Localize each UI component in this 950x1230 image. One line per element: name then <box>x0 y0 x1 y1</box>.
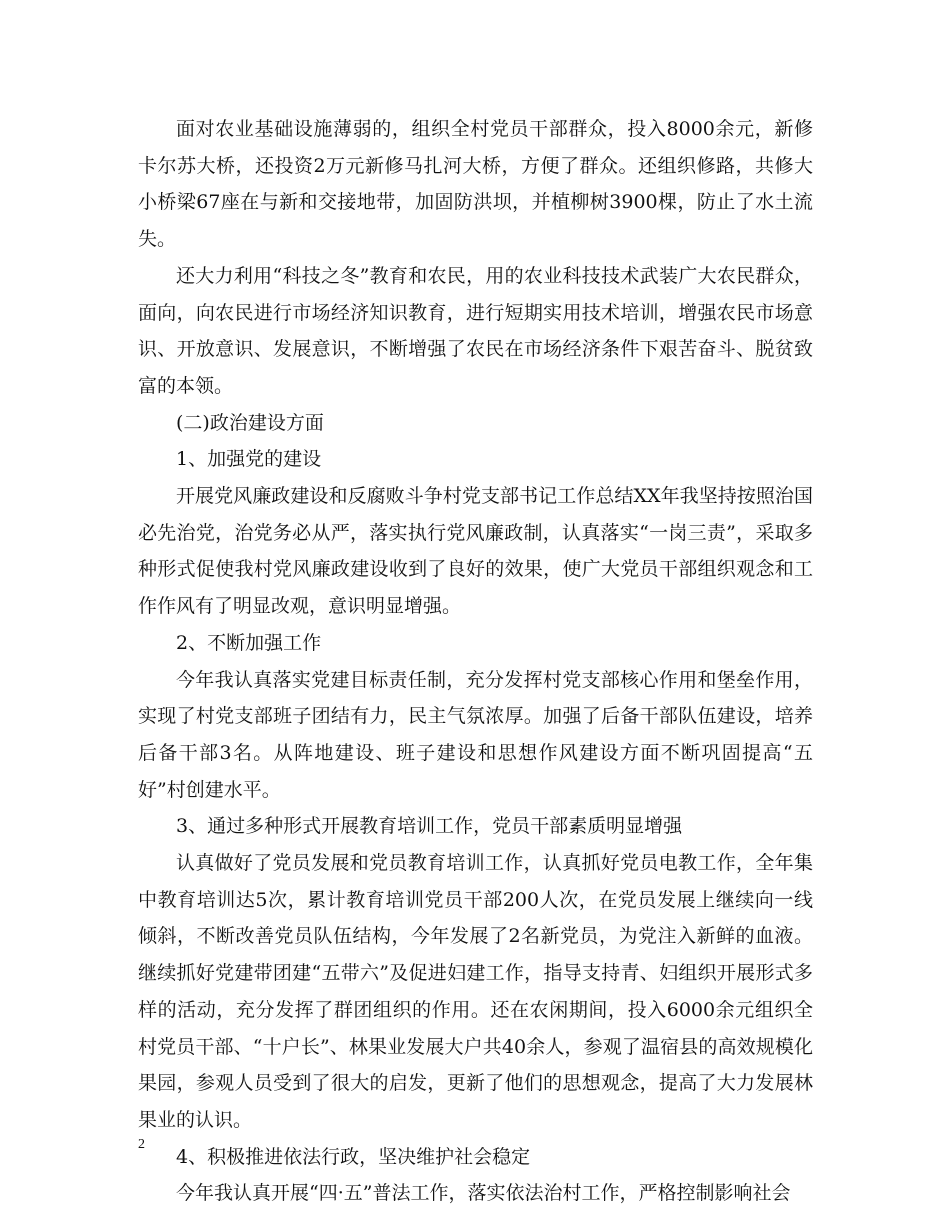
subheading-party-building: 1、加强党的建设 <box>176 448 322 471</box>
section-heading-political-construction: (二)政治建设方面 <box>176 411 324 434</box>
paragraph-infrastructure: 面对农业基础设施薄弱的，组织全村党员干部群众，投入8000余元，新修卡尔苏大桥，还投资2万元新修马扎河大桥，方便了群众。还组织修路，共修大小桥梁67座在与新和交接地带，加固防洪坝，并植柳树3900棵，防止了水土流失。 <box>138 118 813 251</box>
subheading-rule-of-law: 4、积极推进依法行政，坚决维护社会稳定 <box>176 1145 531 1168</box>
paragraph-legal-education: 今年我认真开展“四·五”普法工作，落实依法治村工作，严格控制影响社会 <box>176 1182 791 1205</box>
subheading-strengthen-work: 2、不断加强工作 <box>176 631 322 654</box>
page-number: 2 <box>138 1137 145 1152</box>
paragraph-party-conduct: 开展党风廉政建设和反腐败斗争村党支部书记工作总结XX年我坚持按照治国必先治党，治党务必从严，落实执行党风廉政制，认真落实“一岗三责”，采取多种形式促使我村党风廉政建设收到了良好的效果，使广大党员干部组织观念和工作作风有了明显改观，意识明显增强。 <box>138 485 813 618</box>
paragraph-technology-education: 还大力利用“科技之冬”教育和农民，用的农业科技技术武装广大农民群众，面向，向农民进行市场经济知识教育，进行短期实用技术培训，增强农民市场意识、开放意识、发展意识，不断增强了农民在市场经济条件下艰苦奋斗、脱贫致富的本领。 <box>138 264 813 397</box>
paragraph-responsibility-system: 今年我认真落实党建目标责任制，充分发挥村党支部核心作用和堡垒作用，实现了村党支部班子团结有力，民主气氛浓厚。加强了后备干部队伍建设，培养后备干部3名。从阵地建设、班子建设和思想作风建设方面不断巩固提高“五好”村创建水平。 <box>138 668 813 801</box>
subheading-education-training: 3、通过多种形式开展教育培训工作，党员干部素质明显增强 <box>176 815 683 838</box>
paragraph-member-training: 认真做好了党员发展和党员教育培训工作，认真抓好党员电教工作，全年集中教育培训达5次，累计教育培训党员干部200人次，在党员发展上继续向一线倾斜，不断改善党员队伍结构，今年发展了2名新党员，为党注入新鲜的血液。继续抓好党建带团建“五带六”及促进妇建工作，指导支持青、妇组织开展形式多样的活动，充分发挥了群团组织的作用。还在农闲期间，投入6000余元组织全村党员干部、“十户长”、林果业发展大户共40余人，参观了温宿县的高效规模化果园，参观人员受到了很大的启发，更新了他们的思想观念，提高了大力发展林果业的认识。 <box>138 852 813 1131</box>
document-body <box>138 111 813 1212</box>
